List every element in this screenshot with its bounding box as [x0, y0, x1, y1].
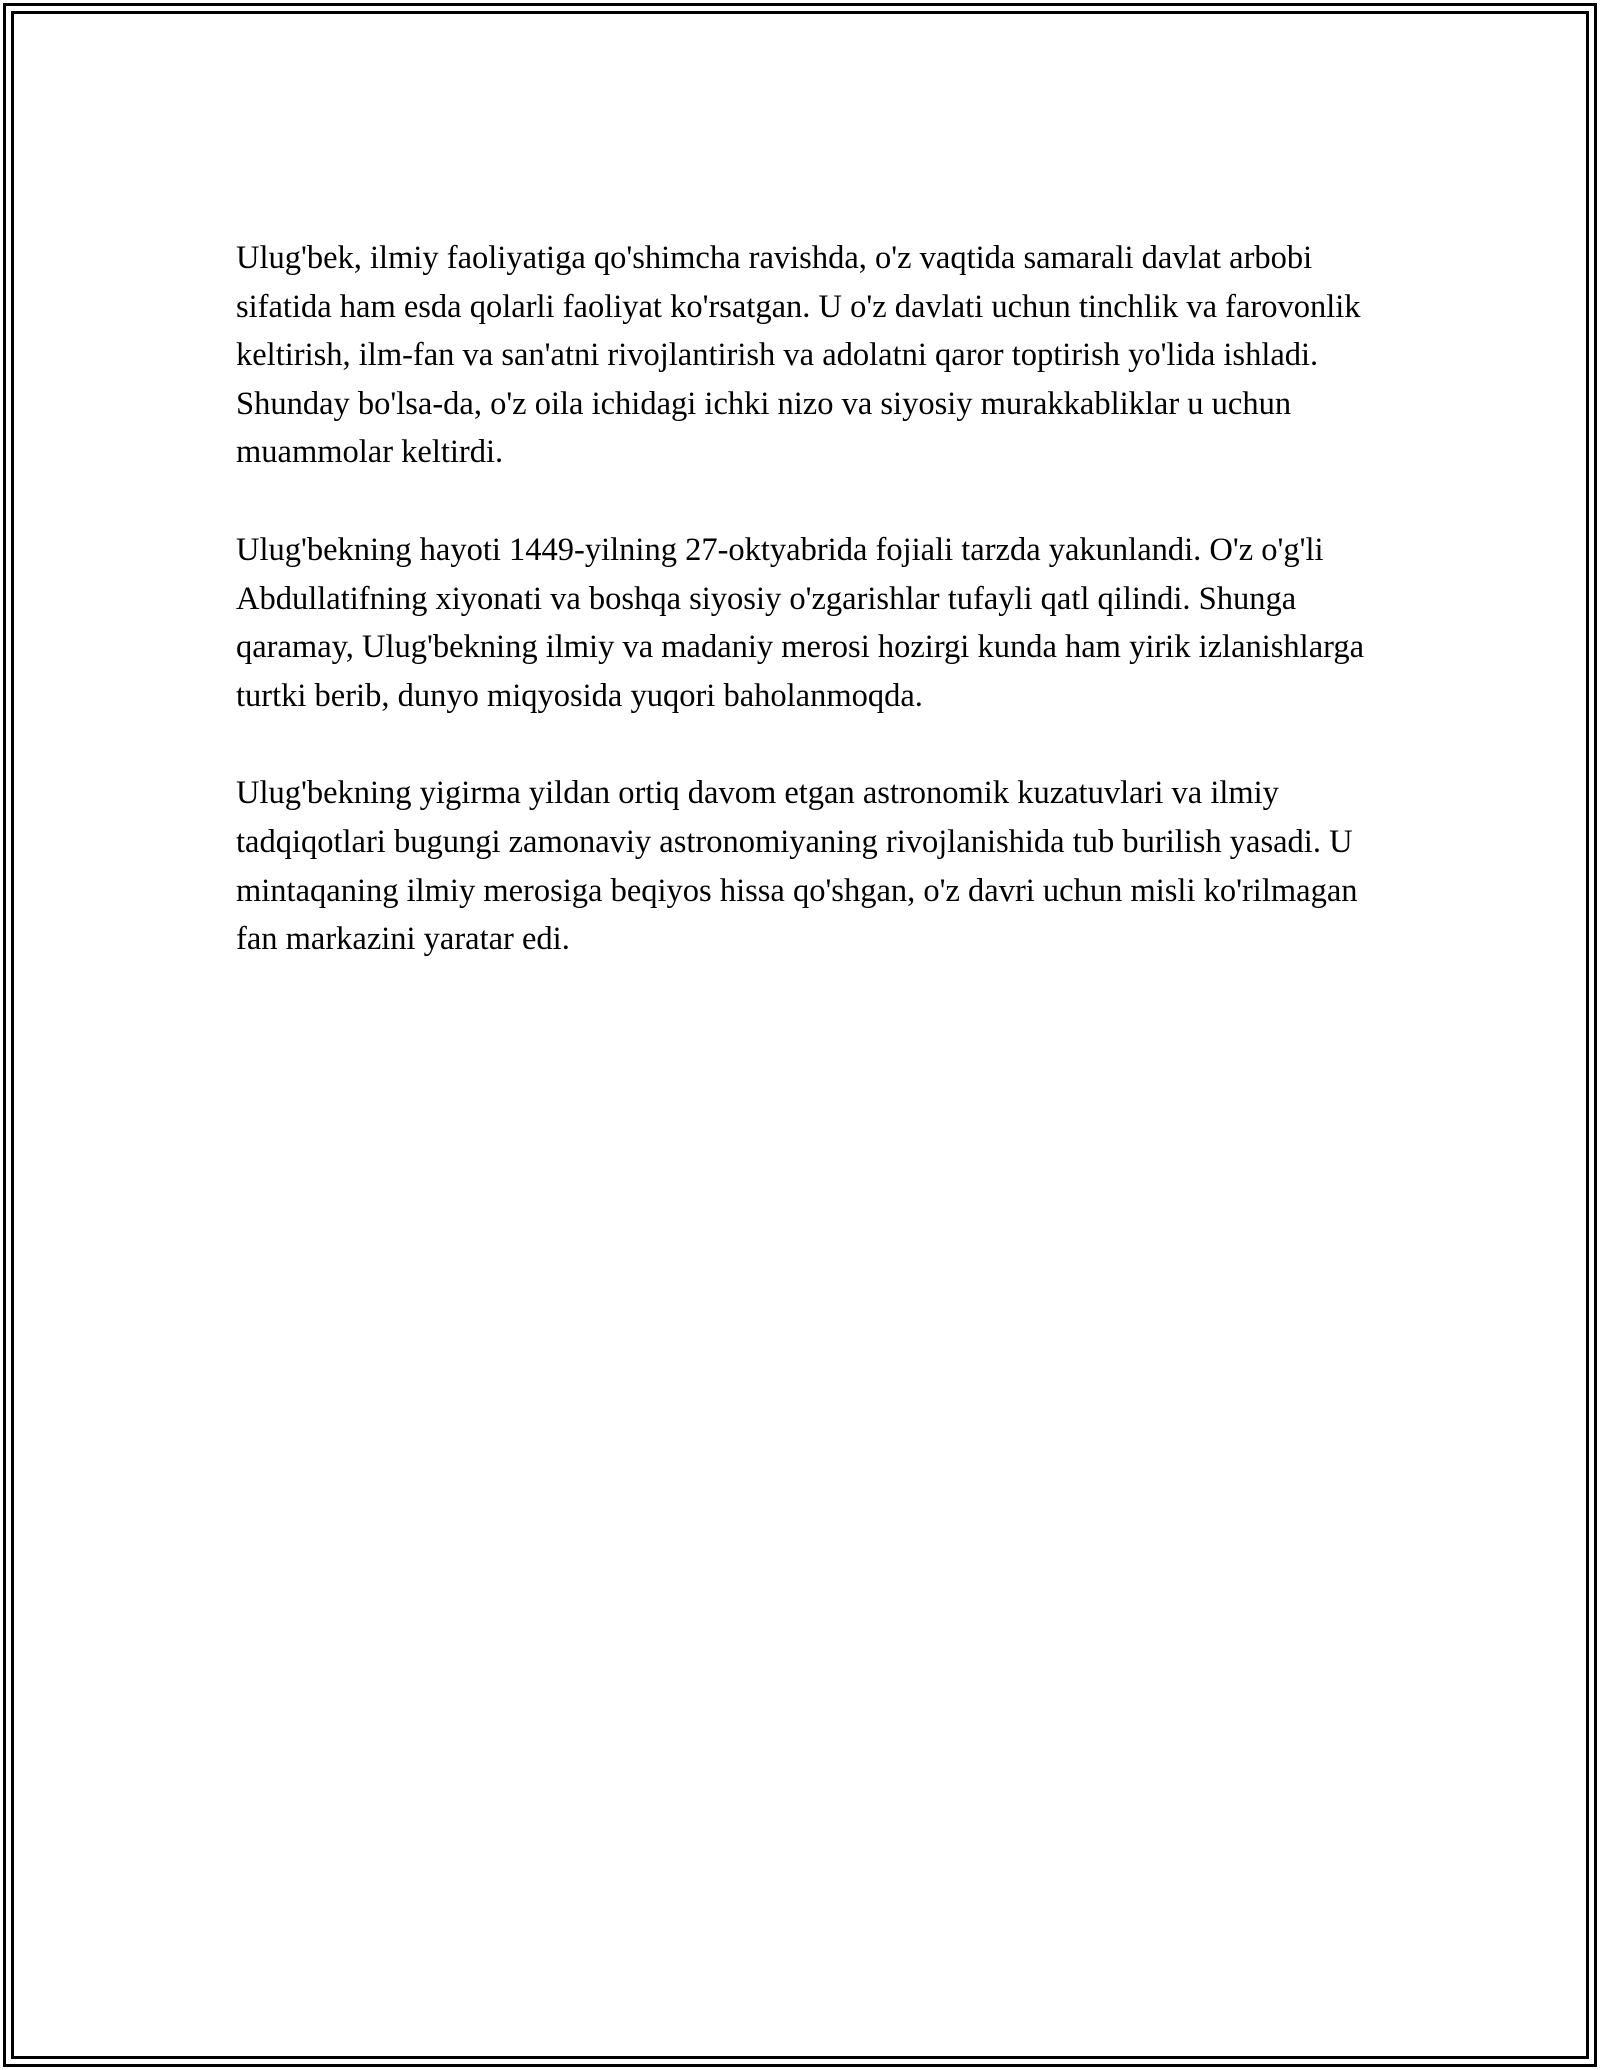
paragraph-death: Ulug'bekning hayoti 1449-yilning 27-oktyabrida fojiali tarzda yakunlandi. O'z o'g'li Abdullatifning xiyonati va boshqa siyosiy o'zgarishlar tufayli qatl qilindi. Shunga qaramay, Ulug'bekning ilmiy va madaniy merosi hozirgi kunda ham yirik izlanishlarga turtki berib, dunyo miqyosida yuqori baholanmoqda. [236, 531, 1365, 714]
paragraph-legacy: Ulug'bekning yigirma yildan ortiq davom etgan astronomik kuzatuvlari va ilmiy tadqiqotlari bugungi zamonaviy astronomiyaning rivojlanishida tub burilish yasadi. U mintaqaning ilmiy merosiga beqiyos hissa qo'shgan, o'z davri uchun misli ko'rilmagan fan markazini yaratar edi. [236, 775, 1358, 958]
paragraph-statesman: Ulug'bek, ilmiy faoliyatiga qo'shimcha ravishda, o'z vaqtida samarali davlat arbobi sifatida ham esda qolarli faoliyat ko'rsatgan. U o'z davlati uchun tinchlik va farovonlik keltirish, ilm-fan va san'atni rivojlantirish va adolatni qaror toptirish yo'lida ishladi. Shunday bo'lsa-da, o'z oila ichidagi ichki nizo va siyosiy murakkabliklar u uchun muammolar keltirdi. [236, 240, 1361, 471]
document-body [236, 234, 1376, 1013]
